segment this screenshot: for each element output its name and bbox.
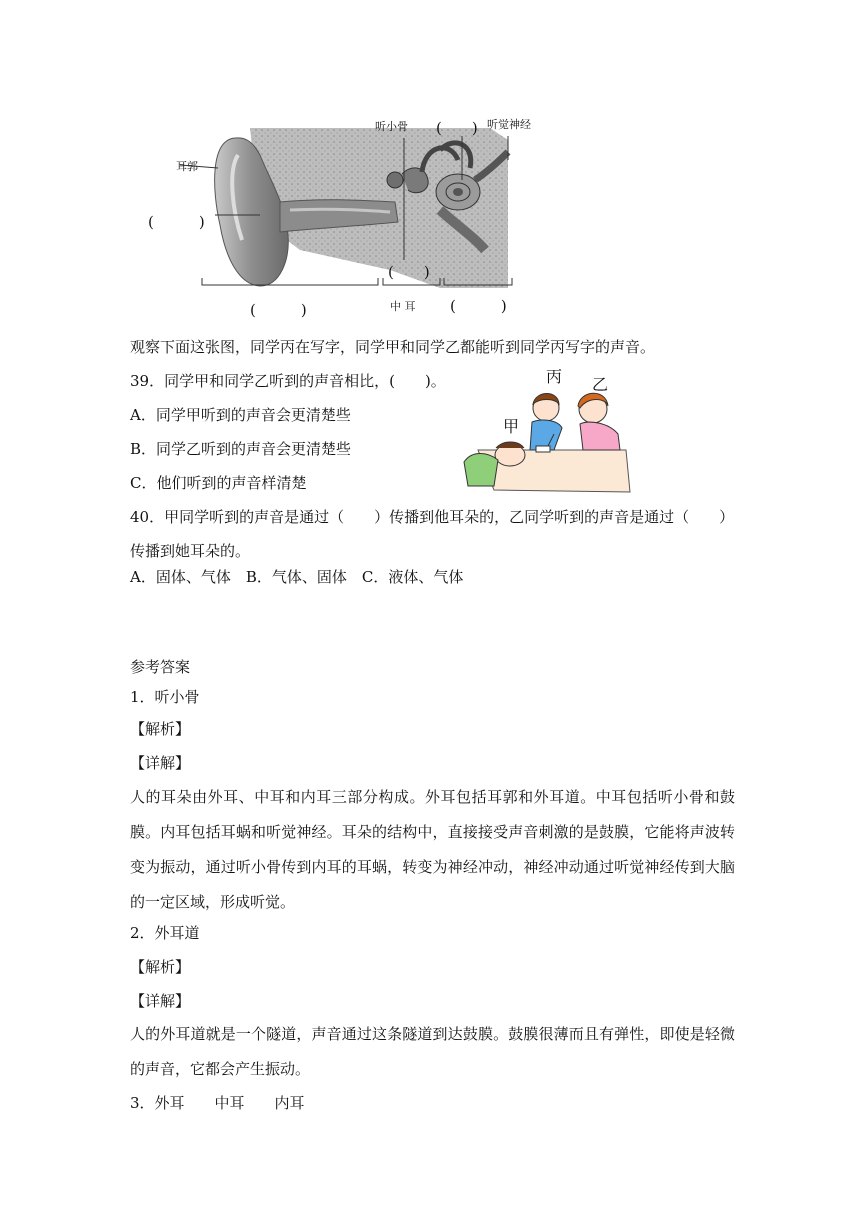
- outer-ear-bracket: [202, 278, 378, 285]
- ear-diagram: [140, 110, 540, 325]
- label-jia: 甲: [503, 417, 520, 436]
- answer-1-explanation: 人的耳朵由外耳、中耳和内耳三部分构成。外耳包括耳郭和外耳道。中耳包括听小骨和鼓膜。内耳包括耳蜗和听觉神经。耳朵的结构中，直接接受声音刺激的是鼓膜，它能将声波转变为振动，通过听小骨传到内耳的耳蜗，转变为神经冲动，神经冲动通过听觉神经传到大脑的一定区域，形成听觉。: [130, 788, 735, 911]
- students-illustration: [458, 362, 634, 494]
- answers-heading: 参考答案: [130, 658, 191, 676]
- answer-1-detail: 【详解】: [130, 754, 191, 772]
- blank-top: ( ): [436, 119, 478, 137]
- blank-outer-ear: ( ): [250, 301, 307, 319]
- answer-2: 2．外耳道: [130, 924, 200, 942]
- q40-options: A．固体、气体 B．气体、固体 C．液体、气体: [130, 568, 464, 586]
- answer-2-explanation: 人的外耳道就是一个隧道，声音通过这条隧道到达鼓膜。鼓膜很薄而且有弹性，即使是轻微的声音，它都会产生振动。: [130, 1025, 735, 1078]
- answer-2-detail: 【详解】: [130, 992, 191, 1010]
- q39-stem: 39．同学甲和同学乙听到的声音相比，( )。: [130, 372, 446, 390]
- answer-2-analysis: 【解析】: [130, 958, 191, 976]
- intro-text: 观察下面这张图，同学丙在写字，同学甲和同学乙都能听到同学丙写字的声音。: [130, 338, 656, 356]
- blank-inner-ear: ( ): [450, 297, 507, 315]
- label-ossicles: 听小骨: [375, 120, 408, 133]
- blank-left: ( ): [148, 213, 205, 231]
- q40-stem-line2: 传播到她耳朵的。: [130, 542, 251, 560]
- label-yi: 乙: [592, 375, 609, 394]
- label-auricle: 耳郭: [176, 160, 198, 173]
- label-auditory-nerve: 听觉神经: [487, 118, 531, 131]
- q39-option-c: C．他们听到的声音样清楚: [130, 474, 307, 492]
- answer-1-analysis: 【解析】: [130, 720, 191, 738]
- q39-option-b: B．同学乙听到的声音会更清楚些: [130, 440, 352, 458]
- q39-option-a: A．同学甲听到的声音会更清楚些: [130, 406, 351, 424]
- answer-3: 3．外耳 中耳 内耳: [130, 1094, 305, 1112]
- q40-stem-line1: 40．甲同学听到的声音是通过（ ）传播到他耳朵的，乙同学听到的声音是通过（ ）: [130, 508, 735, 526]
- answer-1: 1．听小骨: [130, 688, 200, 706]
- label-middle-ear: 中 耳: [390, 300, 416, 313]
- label-bing: 丙: [546, 367, 563, 386]
- blank-middle: ( ): [388, 263, 430, 281]
